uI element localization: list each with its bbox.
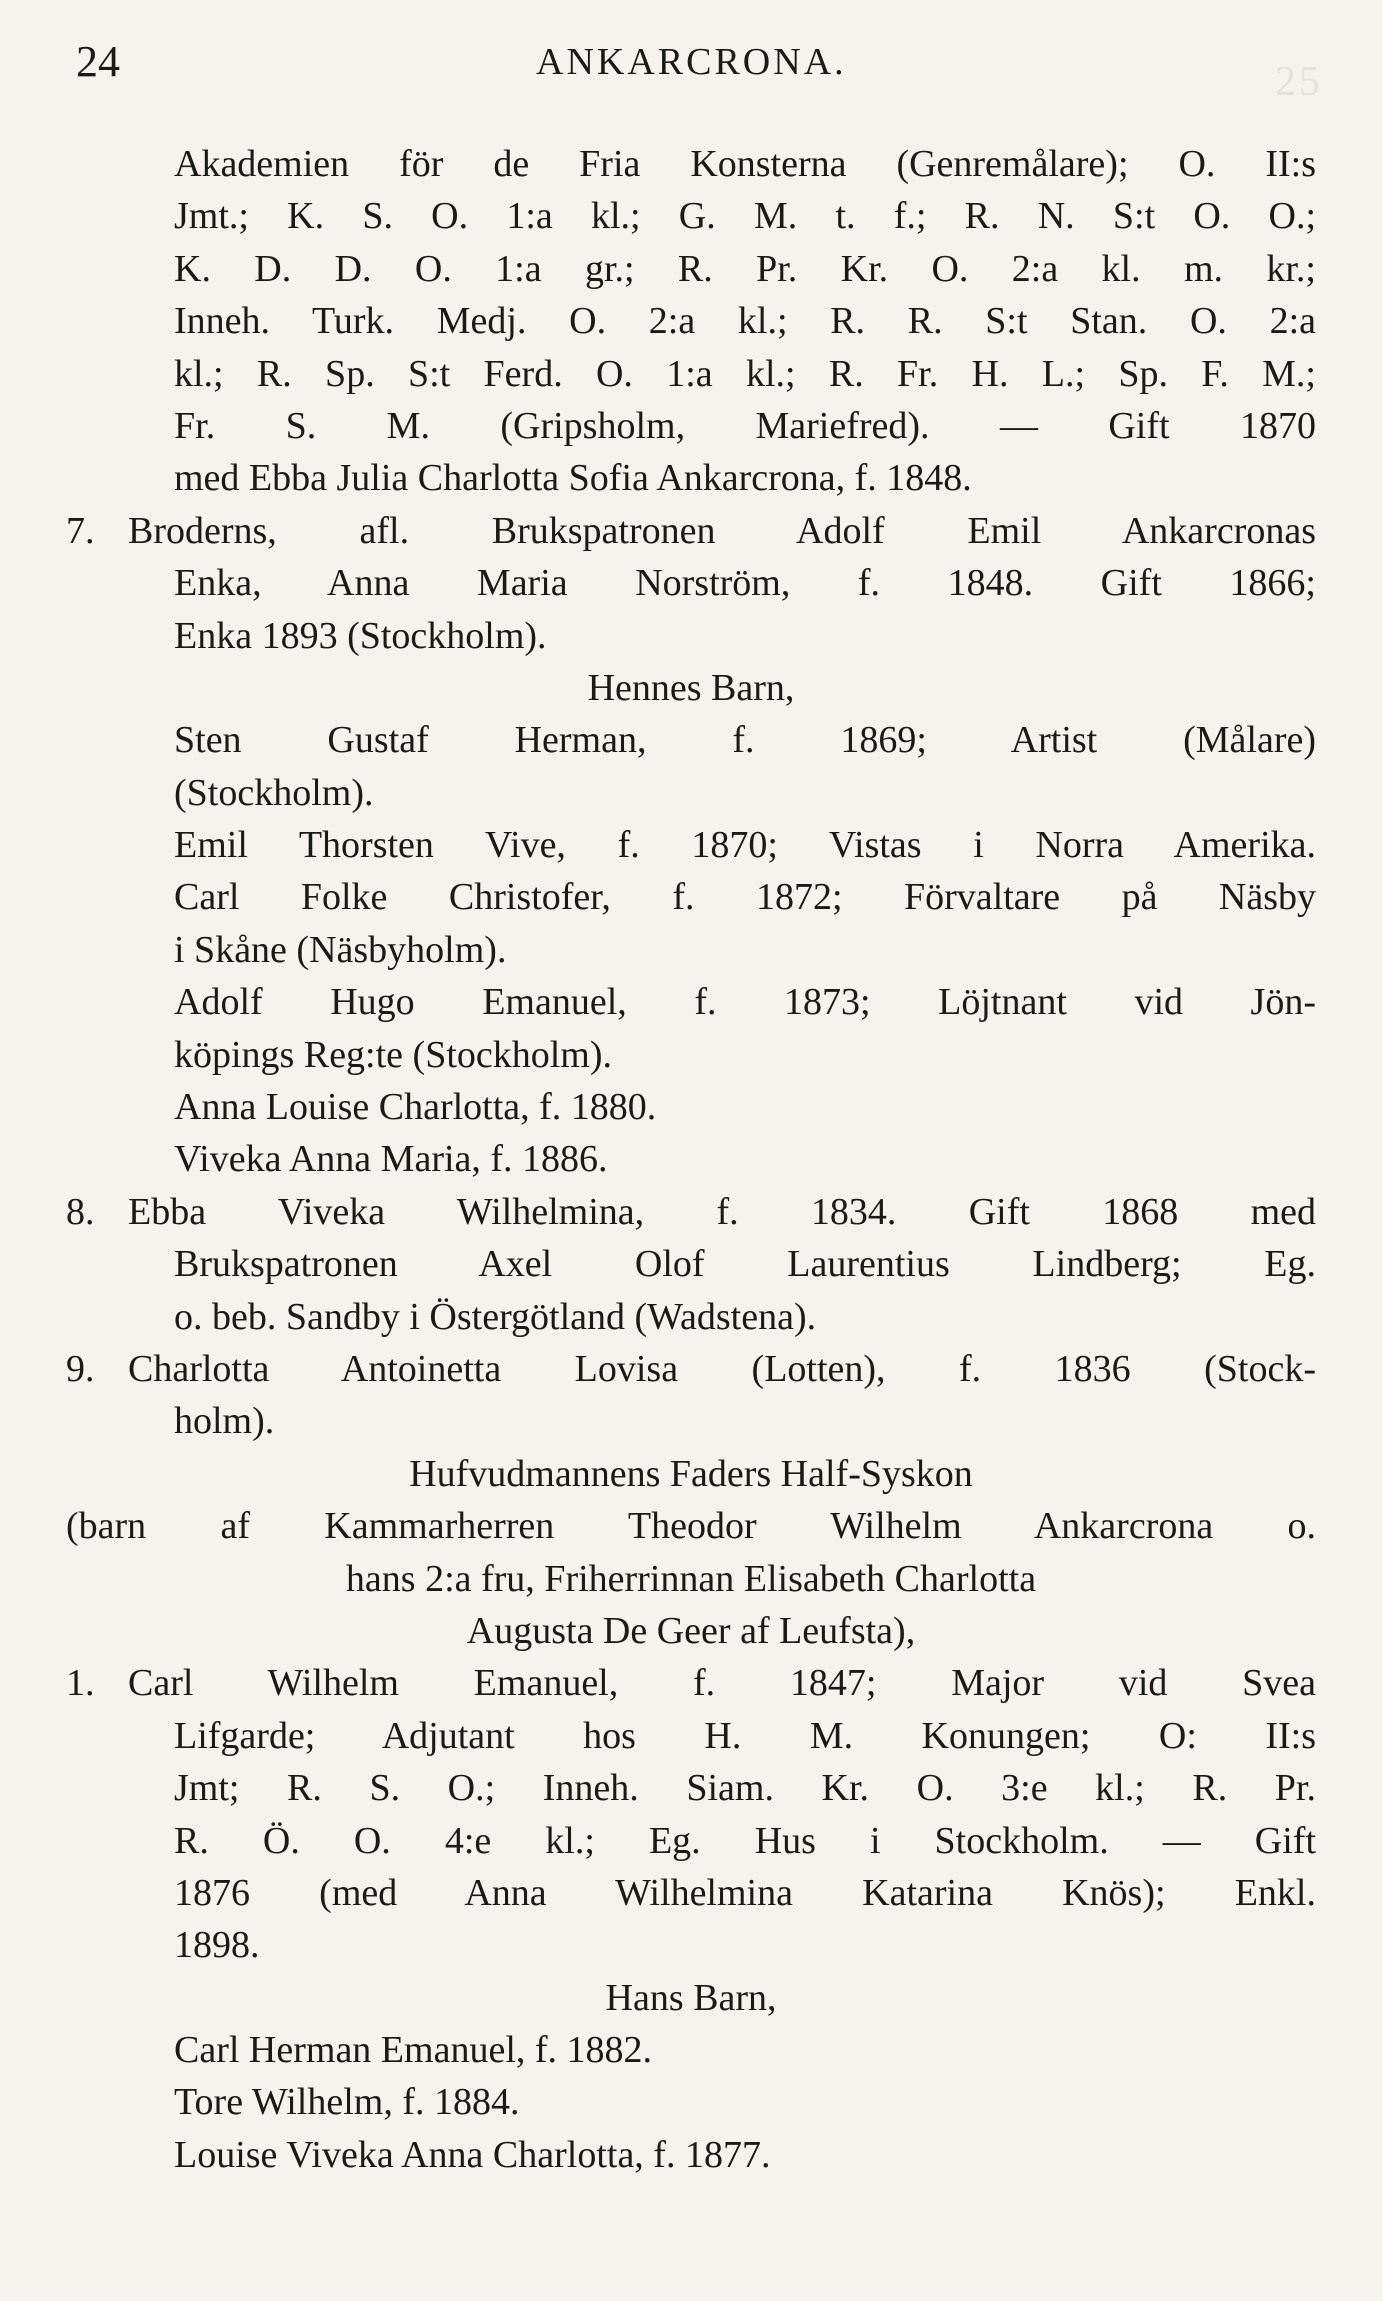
line-text: Viveka Anna Maria, f. 1886. xyxy=(174,1138,608,1181)
line-text: Emil Thorsten Vive, f. 1870; Vistas i Norra Amerika. xyxy=(174,824,1316,867)
line-text: Carl Herman Emanuel, f. 1882. xyxy=(174,2029,653,2072)
text-line xyxy=(66,1448,1316,1500)
line-text: R. Ö. O. 4:e kl.; Eg. Hus i Stockholm. — Gift xyxy=(174,1819,1316,1862)
text-line xyxy=(66,452,1316,504)
running-head: ANKARCRONA. xyxy=(536,41,847,83)
line-text: Inneh. Turk. Medj. O. 2:a kl.; R. R. S:t Stan. O. 2:a xyxy=(174,300,1316,343)
text-line xyxy=(66,1291,1316,1343)
text-line xyxy=(66,714,1316,766)
text-line xyxy=(66,2076,1316,2128)
line-text: Carl Wilhelm Emanuel, f. 1847; Major vid Svea xyxy=(128,1662,1316,1705)
show-through-mirror: 25 xyxy=(1275,59,1323,105)
line-text: 1898. xyxy=(174,1924,260,1967)
entry-number: 8. xyxy=(66,1190,95,1233)
text-line xyxy=(66,1343,1316,1395)
line-text: med Ebba Julia Charlotta Sofia Ankarcrona, f. 1848. xyxy=(174,457,972,500)
line-text: (Stockholm). xyxy=(174,771,374,814)
text-line xyxy=(66,190,1316,242)
line-text: Adolf Hugo Emanuel, f. 1873; Löjtnant vid Jön- xyxy=(174,981,1316,1024)
text-line xyxy=(66,1133,1316,1185)
text-line xyxy=(66,400,1316,452)
line-text: Lifgarde; Adjutant hos H. M. Konungen; O: II:s xyxy=(174,1714,1316,1757)
line-text: Carl Folke Christofer, f. 1872; Förvaltare på Näsby xyxy=(174,876,1316,919)
text-line xyxy=(66,348,1316,400)
line-text: Augusta De Geer af Leufsta), xyxy=(466,1609,916,1652)
line-text: Akademien för de Fria Konsterna (Genremålare); O. II:s xyxy=(174,143,1316,185)
text-line xyxy=(66,1081,1316,1133)
line-text: o. beb. Sandby i Östergötland (Wadstena). xyxy=(174,1295,817,1338)
text-line xyxy=(66,1238,1316,1290)
text-line xyxy=(66,1657,1316,1709)
line-text: 1876 (med Anna Wilhelmina Katarina Knös); Enkl. xyxy=(174,1871,1316,1914)
text-line xyxy=(66,243,1316,295)
line-text: hans 2:a fru, Friherrinnan Elisabeth Charlotta xyxy=(345,1557,1037,1600)
line-text: holm). xyxy=(174,1400,275,1443)
text-line xyxy=(66,1972,1316,2024)
line-text: Brukspatronen Axel Olof Laurentius Lindberg; Eg. xyxy=(174,1243,1316,1286)
text-line xyxy=(66,1919,1316,1971)
text-line xyxy=(66,1186,1316,1238)
text-line xyxy=(66,1553,1316,1605)
line-text: Tore Wilhelm, f. 1884. xyxy=(174,2081,520,2124)
text-line xyxy=(66,1395,1316,1447)
line-text: Jmt; R. S. O.; Inneh. Siam. Kr. O. 3:e kl.; R. Pr. xyxy=(174,1767,1316,1810)
text-line xyxy=(66,138,1316,190)
line-text: Enka, Anna Maria Norström, f. 1848. Gift 1866; xyxy=(174,562,1316,605)
line-text: Sten Gustaf Herman, f. 1869; Artist (Målare) xyxy=(174,719,1316,762)
page-body xyxy=(66,138,1316,2181)
line-text: Charlotta Antoinetta Lovisa (Lotten), f. 1836 (Stock- xyxy=(128,1347,1316,1390)
line-text: Enka 1893 (Stockholm). xyxy=(174,614,547,657)
text-line xyxy=(66,1815,1316,1867)
text-line xyxy=(66,1867,1316,1919)
text-line xyxy=(66,1029,1316,1081)
line-text: Hans Barn, xyxy=(605,1976,777,2019)
entry-number: 7. xyxy=(66,509,95,552)
line-text: Broderns, afl. Brukspatronen Adolf Emil Ankarcronas xyxy=(128,509,1316,552)
text-line xyxy=(66,610,1316,662)
text-line xyxy=(66,2024,1316,2076)
line-text: Hennes Barn, xyxy=(587,666,795,709)
line-text: Jmt.; K. S. O. 1:a kl.; G. M. t. f.; R. N. S:t O. O.; xyxy=(174,195,1316,238)
line-text: Anna Louise Charlotta, f. 1880. xyxy=(174,1086,657,1129)
line-text: Louise Viveka Anna Charlotta, f. 1877. xyxy=(174,2133,771,2176)
line-text: (barn af Kammarherren Theodor Wilhelm Ankarcrona o. xyxy=(66,1505,1316,1548)
text-line xyxy=(66,871,1316,923)
line-text: köpings Reg:te (Stockholm). xyxy=(174,1033,613,1076)
text-line xyxy=(66,2129,1316,2181)
entry-number: 9. xyxy=(66,1347,95,1390)
line-text: kl.; R. Sp. S:t Ferd. O. 1:a kl.; R. Fr. H. L.; Sp. F. M.; xyxy=(174,352,1316,395)
line-text: K. D. D. O. 1:a gr.; R. Pr. Kr. O. 2:a kl. m. kr.; xyxy=(174,247,1316,290)
text-line xyxy=(66,924,1316,976)
text-line xyxy=(66,505,1316,557)
text-line xyxy=(66,819,1316,871)
text-line xyxy=(66,767,1316,819)
text-line xyxy=(66,662,1316,714)
page-number: 24 xyxy=(76,37,120,86)
line-text: Fr. S. M. (Gripsholm, Mariefred). — Gift 1870 xyxy=(174,404,1316,447)
page-header xyxy=(76,30,1323,90)
text-line xyxy=(66,1500,1316,1552)
entry-number: 1. xyxy=(66,1662,95,1705)
line-text: i Skåne (Näsbyholm). xyxy=(174,928,507,971)
text-line xyxy=(66,1710,1316,1762)
text-line xyxy=(66,1605,1316,1657)
line-text: Hufvudmannens Faders Half-Syskon xyxy=(409,1452,973,1495)
text-line xyxy=(66,976,1316,1028)
text-line xyxy=(66,295,1316,347)
text-line xyxy=(66,1762,1316,1814)
text-line xyxy=(66,557,1316,609)
line-text: Ebba Viveka Wilhelmina, f. 1834. Gift 1868 med xyxy=(128,1190,1316,1233)
